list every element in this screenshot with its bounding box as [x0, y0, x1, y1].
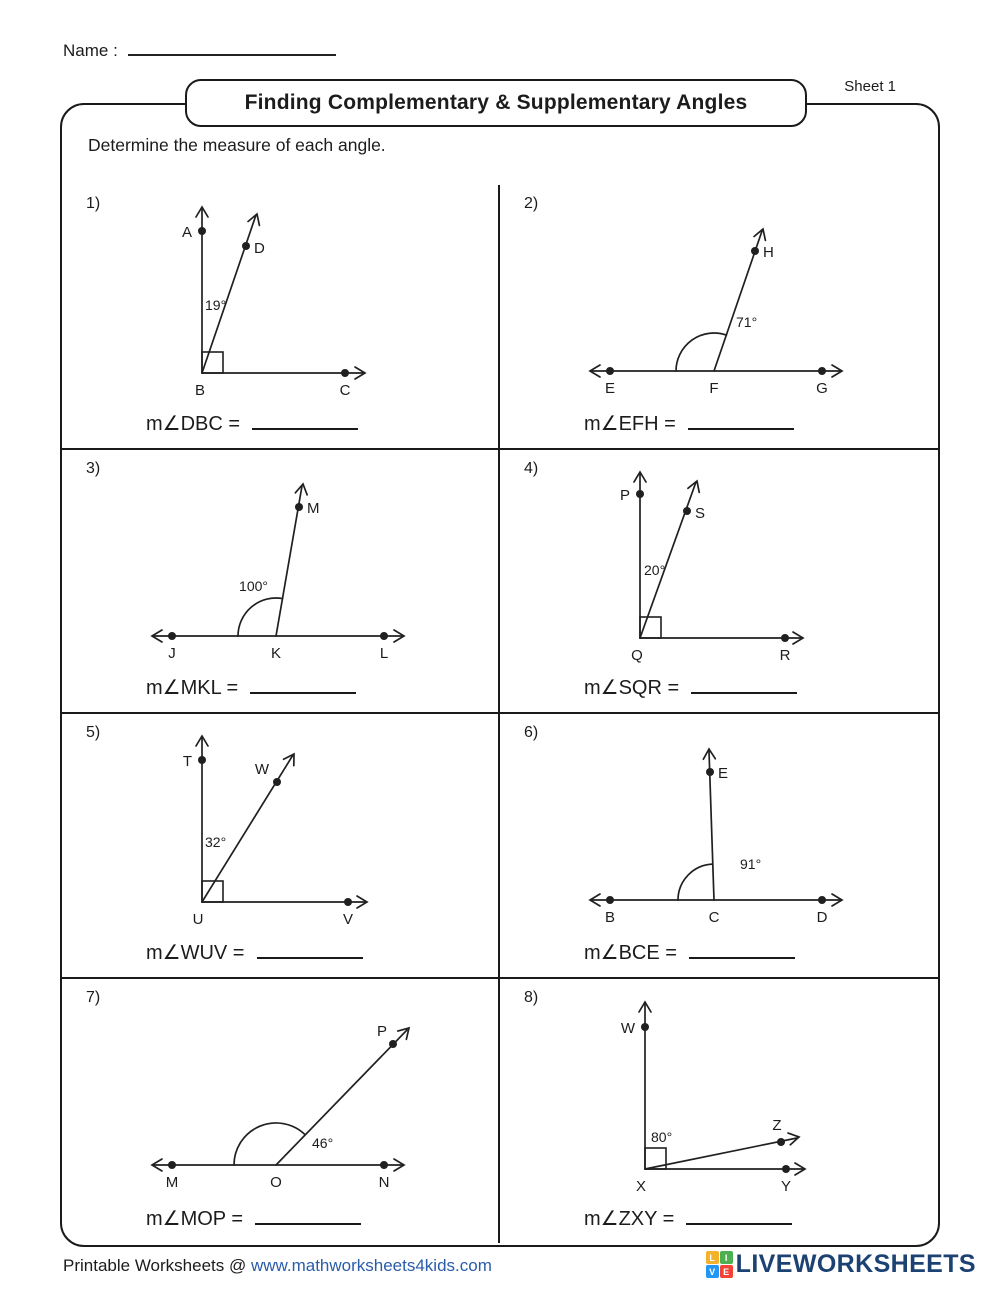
point-label-slant: S: [695, 504, 706, 522]
name-blank[interactable]: [128, 36, 336, 56]
sheet-label: Sheet 1: [844, 78, 896, 95]
point-label-left: M: [165, 1173, 179, 1191]
answer-row: [146, 1206, 361, 1231]
point-dot-right: [380, 1161, 388, 1169]
name-label: Name :: [63, 41, 118, 60]
problem-number: 3): [86, 459, 101, 477]
point-dot-ray: [751, 247, 759, 255]
point-label-ray: E: [718, 765, 729, 782]
answer-row: [584, 411, 794, 436]
page-footer: [0, 1250, 1000, 1290]
answer-row: [146, 940, 363, 965]
worksheet-title-text: Finding Complementary & Supplementary Angles: [244, 91, 748, 114]
answer-blank[interactable]: [688, 413, 794, 430]
problems-grid: [62, 185, 938, 1243]
logo-tile-v: V: [706, 1265, 719, 1278]
ray-slant: [640, 482, 696, 638]
point-dot-right: [781, 634, 789, 642]
footer-credit: [63, 1256, 492, 1276]
point-dot-slant: [242, 242, 250, 250]
point-label-vertex: U: [192, 911, 204, 928]
ray-slant: [202, 215, 256, 373]
point-dot-right: [782, 1165, 790, 1173]
angle-value: 100°: [239, 577, 268, 594]
problem-number: 5): [86, 724, 101, 741]
point-label-right: N: [378, 1173, 390, 1191]
point-label-top: P: [619, 486, 630, 504]
point-label-vertex: O: [270, 1173, 282, 1191]
angle-value: 46°: [312, 1134, 334, 1151]
angle-value: 80°: [651, 1128, 673, 1145]
point-dot-left: [168, 632, 176, 640]
problem-5: [62, 714, 500, 979]
angle-diagram-8: [500, 985, 936, 1203]
answer-blank[interactable]: [686, 1208, 792, 1225]
point-dot-right: [344, 898, 352, 906]
point-label-ray: P: [376, 1022, 387, 1040]
point-dot-left: [168, 1161, 176, 1169]
point-label-vertex: B: [194, 382, 206, 399]
ray-slant: [202, 755, 293, 902]
point-label-top: T: [182, 753, 192, 770]
problem-number: 4): [524, 459, 539, 477]
point-label-right: R: [779, 646, 791, 664]
point-dot-ray: [295, 503, 303, 511]
point-label-slant: Z: [772, 1116, 782, 1134]
point-dot-right: [380, 632, 388, 640]
liveworksheets-logo: [706, 1250, 976, 1279]
answer-label: m∠DBC =: [146, 412, 241, 435]
answer-label: m∠MOP =: [146, 1208, 244, 1230]
problem-3: [62, 450, 500, 715]
point-dot-right: [818, 896, 826, 904]
point-dot-slant: [273, 778, 281, 786]
problem-number: 1): [86, 195, 101, 212]
name-row: [63, 36, 336, 61]
point-label-left: E: [604, 380, 616, 397]
angle-diagram-5: [62, 720, 498, 938]
answer-label: m∠BCE =: [584, 941, 677, 964]
answer-blank[interactable]: [689, 942, 795, 959]
point-dot-top: [198, 756, 206, 764]
point-label-right: Y: [780, 1177, 792, 1195]
footer-url-link[interactable]: www.mathworksheets4kids.com: [250, 1256, 492, 1275]
point-label-vertex: K: [270, 644, 282, 662]
angle-value: 32°: [205, 834, 227, 850]
point-dot-ray: [706, 768, 714, 776]
angle-arc: [678, 864, 712, 900]
liveworksheets-wordmark: LIVEWORKSHEETS: [735, 1250, 976, 1278]
point-label-right: C: [339, 382, 351, 399]
angle-diagram-1: [62, 191, 498, 409]
problem-2: [500, 185, 938, 450]
worksheet-title: [185, 79, 807, 127]
problem-7: [62, 979, 500, 1244]
instruction-text: Determine the measure of each angle.: [88, 135, 386, 155]
point-dot-top: [198, 227, 206, 235]
answer-blank[interactable]: [691, 677, 797, 694]
answer-row: [584, 675, 797, 700]
point-dot-left: [606, 367, 614, 375]
point-label-slant: W: [254, 761, 269, 778]
answer-label: m∠EFH =: [584, 412, 676, 435]
point-label-slant: D: [254, 240, 265, 257]
point-label-ray: M: [307, 499, 320, 517]
angle-value: 19°: [205, 297, 227, 313]
problem-1: [62, 185, 500, 450]
point-label-right: V: [342, 911, 354, 928]
point-dot-top: [636, 490, 644, 498]
answer-row: [146, 675, 356, 700]
problem-8: [500, 979, 938, 1244]
angle-arc: [234, 1122, 305, 1164]
problem-4: [500, 450, 938, 715]
point-dot-slant: [683, 507, 691, 515]
answer-label: m∠MKL =: [146, 677, 239, 699]
point-dot-slant: [777, 1138, 785, 1146]
point-label-vertex: C: [708, 909, 720, 926]
angle-diagram-2: [500, 191, 936, 409]
problem-number: 8): [524, 988, 539, 1006]
answer-row: [584, 1206, 792, 1231]
point-label-left: J: [168, 644, 176, 662]
angle-diagram-4: [500, 456, 936, 674]
point-dot-left: [606, 896, 614, 904]
answer-row: [146, 411, 358, 436]
point-label-right: D: [816, 909, 828, 926]
angle-diagram-3: [62, 456, 498, 674]
angle-diagram-7: [62, 985, 498, 1203]
point-dot-right: [818, 367, 826, 375]
answer-blank[interactable]: [250, 677, 356, 694]
worksheet-body: [60, 103, 940, 1247]
point-label-vertex: F: [709, 380, 719, 397]
point-label-top: A: [181, 224, 192, 241]
liveworksheets-icon: [706, 1251, 733, 1278]
point-label-vertex: X: [635, 1177, 647, 1195]
point-dot-ray: [389, 1040, 397, 1048]
point-label-ray: H: [763, 244, 774, 261]
logo-tile-i: I: [720, 1251, 733, 1264]
point-label-right: G: [816, 380, 828, 397]
ray-slant: [276, 1030, 407, 1165]
point-label-right: L: [379, 644, 389, 662]
logo-tile-l: L: [706, 1251, 719, 1264]
angle-value: 20°: [644, 561, 666, 578]
point-label-top: W: [620, 1019, 635, 1037]
angle-arc: [238, 598, 283, 636]
point-dot-right: [341, 369, 349, 377]
answer-label: m∠ZXY =: [584, 1208, 675, 1230]
problem-number: 2): [524, 195, 539, 212]
answer-row: [584, 940, 795, 965]
answer-blank[interactable]: [255, 1208, 361, 1225]
point-label-left: B: [604, 909, 616, 926]
logo-tile-e: E: [720, 1265, 733, 1278]
answer-blank[interactable]: [252, 413, 358, 430]
problem-6: [500, 714, 938, 979]
problem-number: 6): [524, 724, 539, 741]
problem-number: 7): [86, 988, 101, 1006]
footer-credit-prefix: Printable Worksheets @: [63, 1256, 251, 1275]
angle-value: 91°: [740, 856, 762, 872]
point-dot-top: [641, 1023, 649, 1031]
point-label-vertex: Q: [631, 646, 643, 664]
angle-arc: [676, 333, 726, 371]
angle-diagram-6: [500, 720, 936, 938]
answer-label: m∠SQR =: [584, 677, 680, 699]
answer-blank[interactable]: [257, 942, 363, 959]
answer-label: m∠WUV =: [146, 941, 245, 964]
angle-value: 71°: [736, 314, 758, 330]
